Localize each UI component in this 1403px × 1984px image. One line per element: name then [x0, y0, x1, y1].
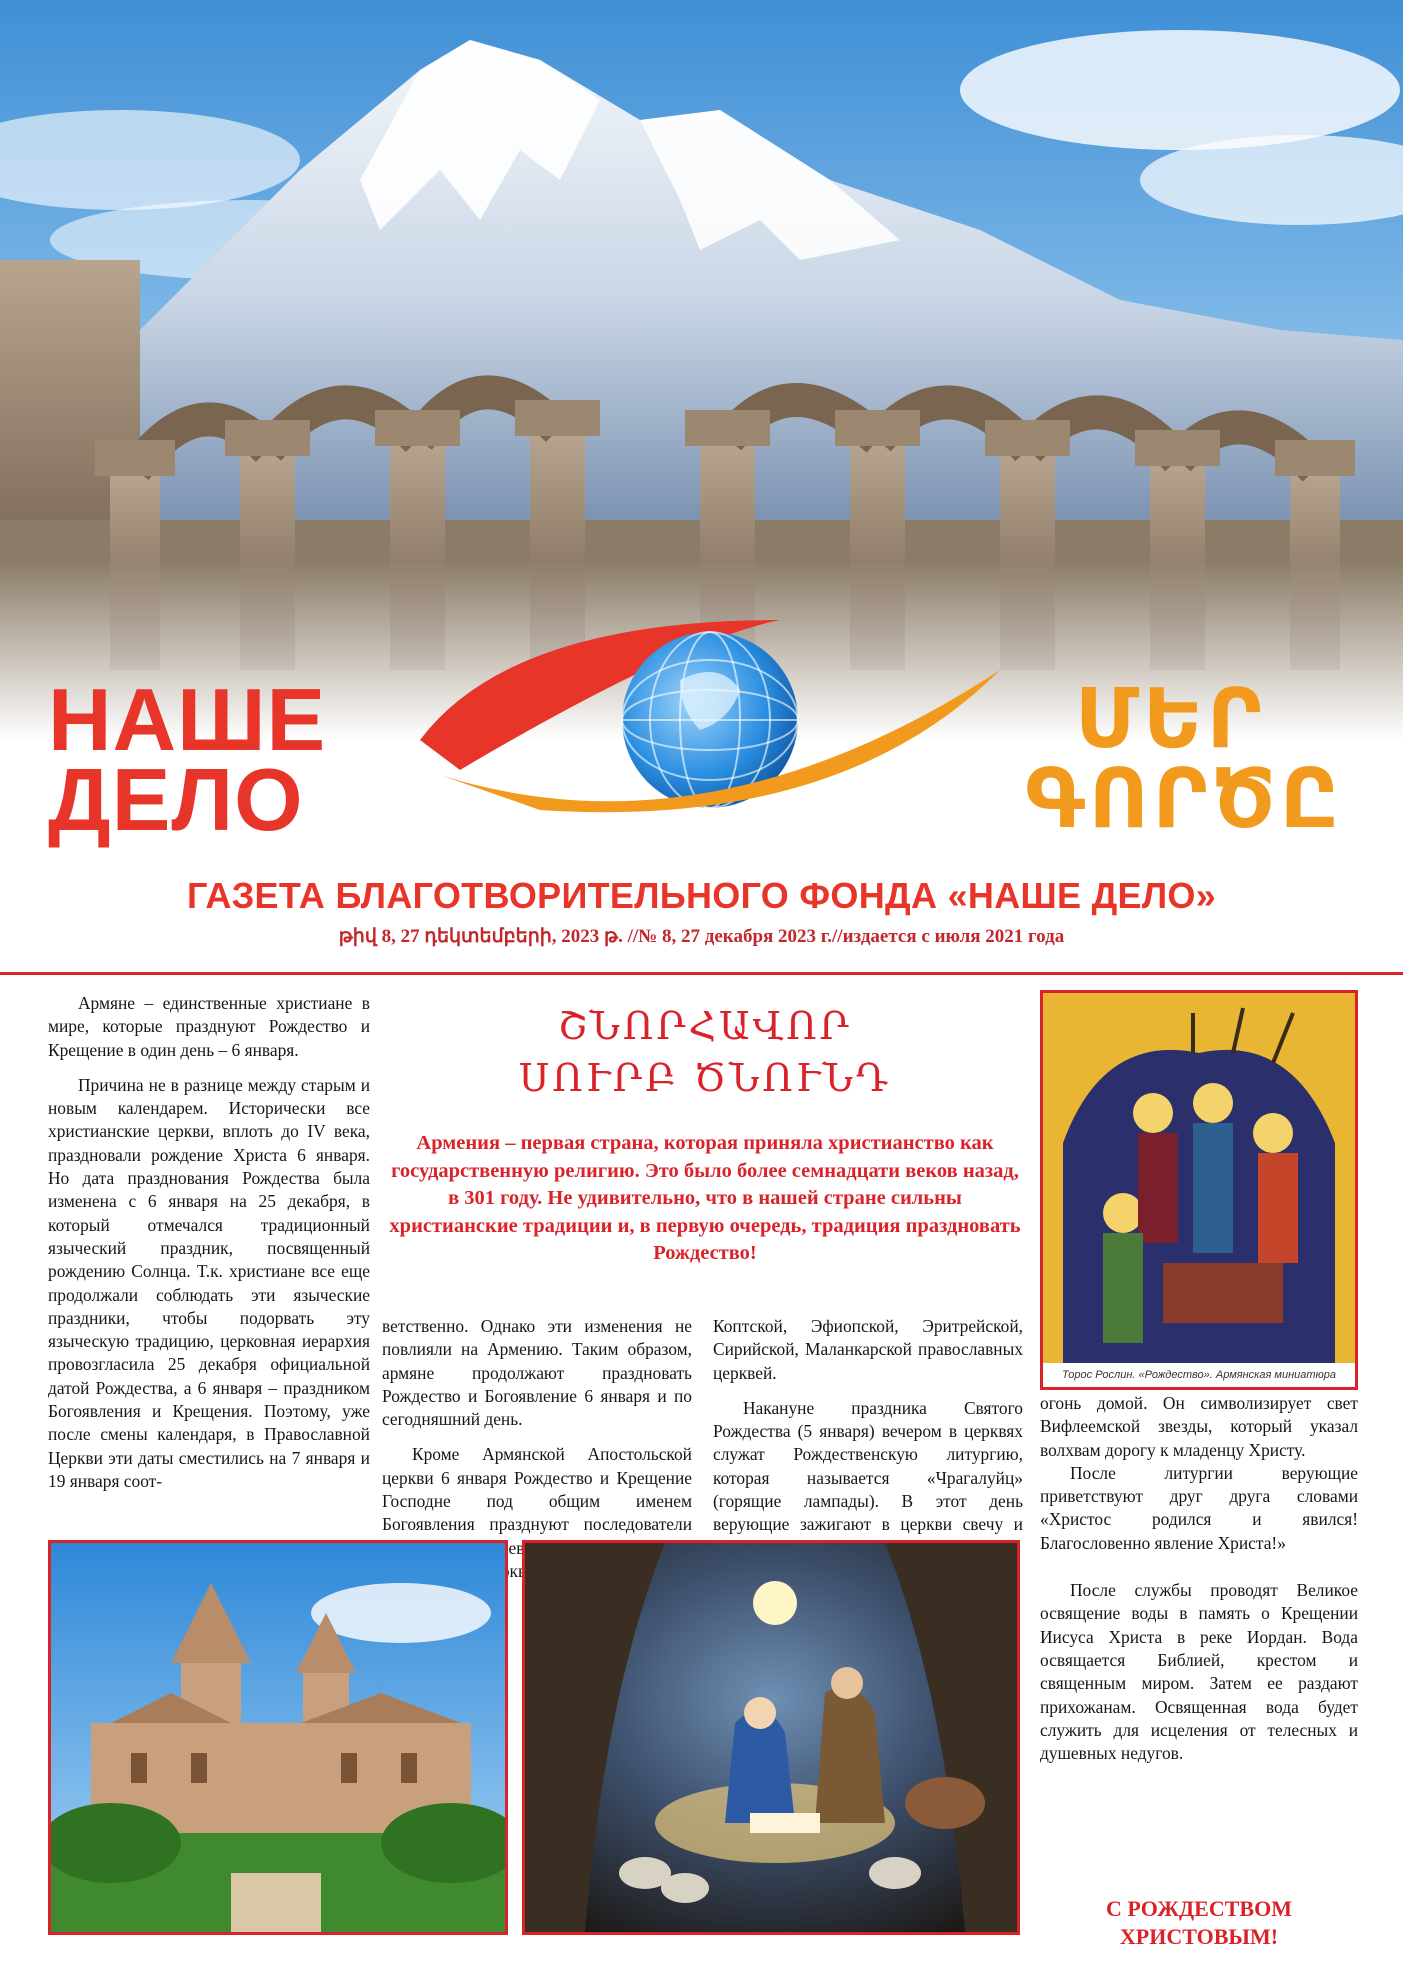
article-column-4	[1040, 1392, 1358, 1765]
miniature-illustration	[1043, 993, 1355, 1363]
paragraph: Причина не в разнице между старым и новым календарем. Исторически все христианские церкви, вплоть до IV века, праздновали рождение Христа 6 января. Но дата празднования Рождества была изменена с 6 января на 25 декабря, в который отмечался традиционный языческий праздник, посвященный рождению Солнца. Т.к. христиане все еще продолжали соблюдать эти языческие праздники, чтобы подорвать эту языческую традицию, церковная иерархия провозгласила 25 декабря официальной датой Рождества, а 6 января – праздником Богоявления и Крещения. Поэтому, уже после смены календаря, в Православной Церкви эти даты сместились на 7 января и 19 января соот-	[48, 1074, 370, 1491]
nativity-miniature-image	[1040, 990, 1358, 1390]
article-headline	[390, 1000, 1020, 1104]
issue-info: թիվ 8, 27 դեկտեմբերի, 2023 թ. //№ 8, 27 декабря 2023 г.//издается с июля 2021 года	[338, 926, 1065, 947]
title-russian	[48, 670, 327, 849]
closing-line1: С РОЖДЕСТВОМ	[1106, 1896, 1292, 1921]
etchmiadzin-cathedral-image	[48, 1540, 508, 1935]
nativity-illustration	[525, 1543, 1017, 1932]
headline-line1: ՇՆՈՐՀԱՎՈՐ	[558, 1004, 852, 1048]
title-armenian	[1025, 672, 1343, 847]
masthead	[0, 670, 1403, 970]
cathedral-illustration	[51, 1543, 505, 1932]
title-hy-line2: ԳՈՐԾԸ	[1025, 752, 1343, 847]
headline-line2: ՍՈՒՐԲ ԾՆՈՒՆԴ	[518, 1056, 892, 1100]
paragraph: После службы проводят Великое освящение воды в память о Крещении Иисуса Христа в реке Иордан. Вода освящается Библией, крестом и священным миром. Затем ее раздают прихожанам. Освященная вода будет служить для исцеления от телесных и душевных недугов.	[1040, 1580, 1358, 1764]
paragraph: Армяне – единственные христиане в мире, которые празднуют Рождество и Крещение в один день – 6 января.	[48, 993, 370, 1060]
paragraph: После литургии верующие приветствуют друг друга словами «Христос родился и явился! Благословенно явление Христа!»	[1040, 1462, 1358, 1553]
divider-rule	[0, 972, 1403, 975]
newspaper-subtitle: ГАЗЕТА БЛАГОТВОРИТЕЛЬНОГО ФОНДА «НАШЕ ДЕЛО»	[186, 875, 1217, 916]
title-ru-line2: ДЕЛО	[48, 750, 304, 849]
paragraph: огонь домой. Он символизирует свет Вифлеемской звезды, который указал волхвам дорогу к младенцу Христу.	[1040, 1393, 1358, 1460]
article-column-3	[713, 1315, 1023, 1560]
image-caption: Торос Рослин. «Рождество». Армянская миниатюра	[1043, 1363, 1355, 1387]
nativity-scene-image	[522, 1540, 1020, 1935]
paragraph: Кроме Армянской Апостольской церкви 6 января Рождество и Крещение Господне под общим именем Богоявления празднуют последователи церкви	[382, 1444, 692, 1581]
paragraph: ветственно. Однако эти изменения не повлияли на Армению. Таким образом, армяне продолжают праздновать Рождество и Богоявление 6 января и по сегодняшний день.	[382, 1316, 692, 1430]
closing-line2: ХРИСТОВЫМ!	[1119, 1924, 1279, 1949]
article-column-1	[48, 992, 370, 1493]
closing-greeting	[1040, 1895, 1358, 1951]
paragraph: Накануне праздника Святого Рождества (5 января) вечером в церквях служат Рождественскую литургию, которая называется «Чрагалуйц» (горящие лампады). В этот день верующие зажигают в церкви свечу и	[713, 1397, 1023, 1535]
title-hy-line1: ՄԵՐ	[1075, 672, 1266, 767]
article-lead: Армения – первая страна, которая приняла христианство как государственную религию. Это было более семнадцати веков назад, в 301 году. Не удивительно, что в нашей стране сильны христианские традиции и, в первую очередь, традиция праздновать Рождество!	[389, 1132, 1021, 1264]
title-ru-line1: НАШЕ	[48, 670, 327, 769]
paragraph: Коптской, Эфиопской, Эритрейской, Сирийской, Маланкарской православных церквей.	[713, 1316, 1023, 1383]
